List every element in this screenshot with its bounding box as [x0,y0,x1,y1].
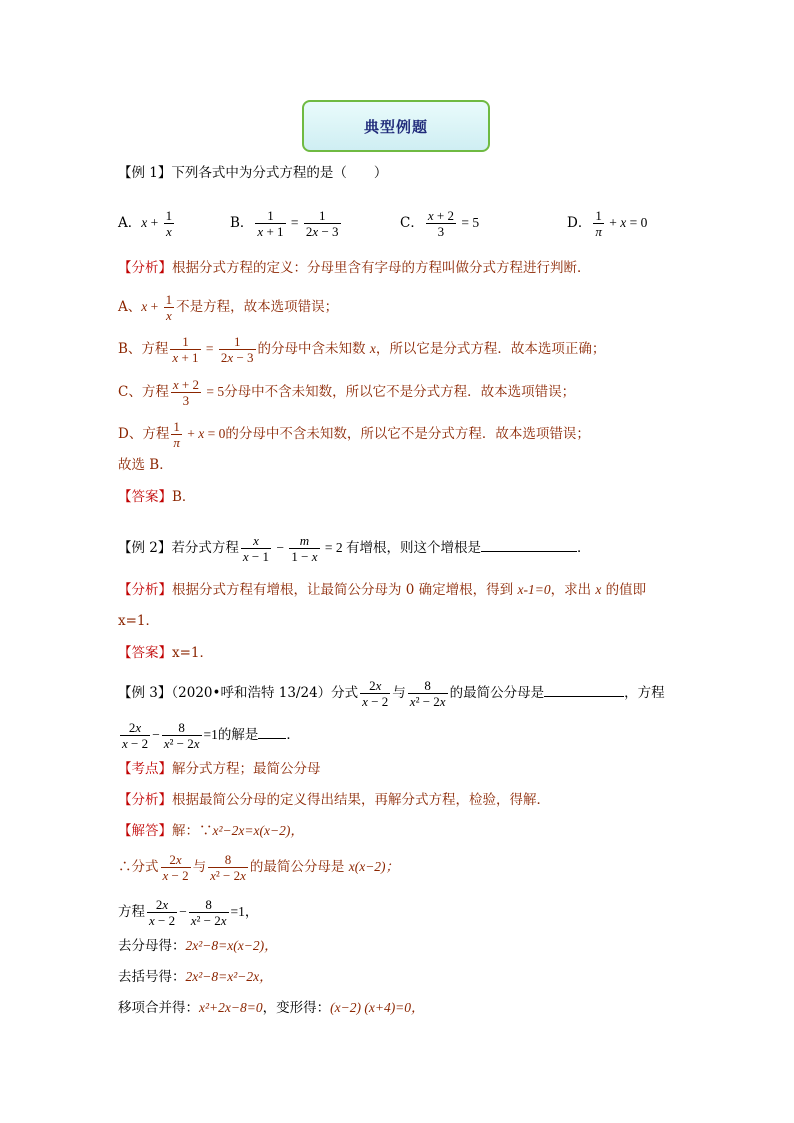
ex1-analysis-a: A、x + $\frac{1}{x}$ 不是方程，故本选项错误； [118,292,339,323]
ex3-solution: 【解答】解：∵x²−2x=x(x−2)， [118,823,304,839]
ex1-answer: 【答案】B． [118,489,196,505]
ex3-step-3: 方程 $\frac{2x}{x - 2}$ − $\frac{8}{\text{x² − 2x}}$ =1， [118,897,259,928]
ex1-analysis: 【分析】根据分式方程的定义：分母里含有字母的方程叫做分式方程进行判断． [118,260,591,276]
ex1-option-d: D． $\frac{1}{\pi}$ + x = 0 [567,208,648,239]
ex3-point: 【考点】解分式方程；最简公分母 [118,761,321,777]
ex3-step-6: 移项合并得：x²+2x−8=0，变形得：(x−2) (x+4)=0， [118,1000,425,1016]
ex1-conclusion: 故选 B． [118,457,173,473]
ex3-step-2: ∴分式 $\frac{2x}{x - 2}$ 与 $\frac{8}{\text{x² − 2x}}$ 的最简公分母是 x(x−2)； [118,852,400,883]
ex3-step-5: 去括号得：2x²−8=x²−2x， [118,969,273,985]
ex3-analysis: 【分析】根据最简公分母的定义得出结果，再解分式方程，检验，得解． [118,792,550,808]
ex2-analysis: 【分析】根据分式方程有增根，让最简公分母为 0 确定增根，得到 x-1=0，求出 x 的值即 [118,582,647,598]
ex1-option-c: C． $\frac{x + 2}{3}$ = 5 [400,208,480,239]
ex1-option-a: A．x + $\frac{1}{x}$ [118,208,173,239]
ex1-option-b: B． $\frac{1}{x + 1}$ = $\frac{1}{2x - 3}$ [230,208,339,239]
ex1-question: 【例 1】下列各式中为分式方程的是（ ） [118,165,388,181]
ex1-analysis-b: B、方程 $\frac{1}{x + 1}$ = $\frac{1}{2x - 3}$ 的分母中含未知数 x，所以它是分式方程．故本选项正确； [118,334,606,365]
answer-blank-2 [258,724,286,739]
section-title: 典型例题 [363,117,428,136]
answer-blank [481,537,577,552]
ex2-analysis-cont: x=1． [118,613,160,629]
ex3-question-line2: $\frac{2x}{x - 2}$ − $\frac{8}{\text{x² − 2x}}$ =1的解是 ． [122,720,300,751]
section-title-box [302,100,490,152]
ex2-question: 【例 2】若分式方程 $\frac{x}{x - 1}$ − $\frac{m}{1 - x}$ = 2 有增根，则这个增根是 ． [118,533,591,564]
ex1-analysis-d: D、方程 $\frac{1}{\pi}$ + x = 0的分母中不含未知数，所以它不是分式方程．故本选项错误； [118,419,590,450]
ex2-answer: 【答案】x=1． [118,645,214,661]
answer-blank-1 [544,682,624,697]
ex3-question: 【例 3】（2020•呼和浩特 13/24）分式 $\frac{2x}{x - 2}$ 与 $\frac{8}{\text{x² − 2x}}$ 的最简公分母是 ，方程 [118,678,665,709]
ex3-step-4: 去分母得：2x²−8=x(x−2)， [118,938,278,954]
ex1-analysis-c: C、方程 $\frac{x + 2}{3}$ = 5分母中不含未知数，所以它不是分式方程．故本选项错误； [118,377,576,408]
